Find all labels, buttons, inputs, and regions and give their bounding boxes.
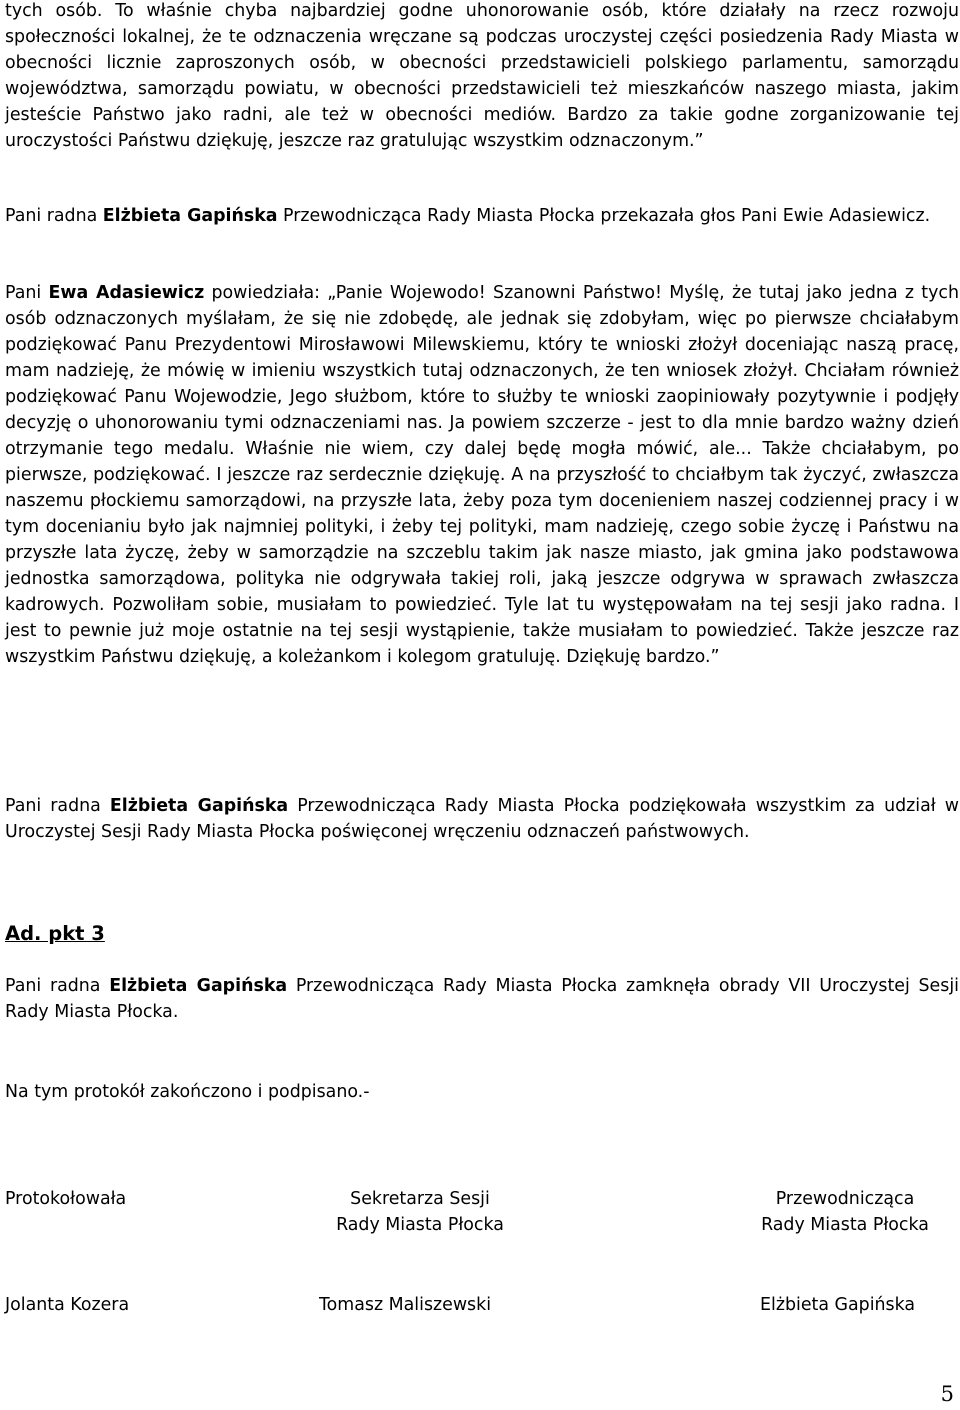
signature-name-chair: Elżbieta Gapińska [760, 1295, 916, 1315]
speaker-name: Ewa Adasiewicz [48, 283, 205, 303]
text-segment: Pani [5, 283, 49, 303]
speaker-name: Elżbieta Gapińska [102, 206, 278, 226]
signature-name-recorder: Jolanta Kozera [5, 1295, 130, 1315]
signature-role-secretary-line2: Rady Miasta Płocka [336, 1215, 504, 1235]
chair-handover-paragraph [5, 203, 959, 229]
speaker-name: Elżbieta Gapińska [109, 976, 288, 996]
speech-continuation-paragraph: tych osób. To właśnie chyba najbardziej godne uhonorowanie osób, które działały na rzecz rozwoju społeczności lokalnej, że te odznaczenia wręczane są podczas uroczystej części posiedzenia Rady Miasta w obecności licznie zaproszonych osób, w obecności przedstawicieli polskiego parlamentu, samorządu województwa, samorządu powiatu, w obecności przedstawicieli też mieszkańców naszego miasta, jakim jesteście Państwo jako radni, ale też w obecności mediów. Bardzo za takie godne zorganizowanie tej uroczystości Państwu dziękuję, jeszcze raz gratulując wszystkim odznaczonym.” [5, 1, 959, 151]
closing-thanks-paragraph [5, 793, 959, 845]
section-heading: Ad. pkt 3 [5, 922, 105, 945]
text-segment: powiedziała: „Panie Wojewodo! Szanowni Państwo! Myślę, że tutaj jako jedna z tych osób odznaczonych myślałam, że się nie zdobędę, ale jednak się zdobyłam, więc po pierwsze chciałabym podziękować Panu Prezydentowi Mirosławowi Milewskiemu, który te wnioski złożył doceniając naszą pracę, mam nadzieję, że mówię w imieniu wszystkich tutaj odznaczonych, że ten wniosek złożył. Chciałam również podziękować Panu Wojewodzie, Jego służbom, które to służby te wnioski zaopiniowały pozytywnie i podjęły decyzję o uhonorowaniu tymi odznaczeniami nas. Ja powiem szczerze - jest to dla mnie bardzo ważny dzień otrzymanie tego medalu. Właśnie nie wiem, czy dalej będę mogła mówić, ale... Także chciałabym, po pierwsze, podziękować. I jeszcze raz serdecznie dziękuję. A na przyszłość to chciałbym tak życzyć, zwłaszcza naszemu płockiemu samorządowi, na przyszłe lata, żeby poza tym docenieniem naszej codziennej pracy i w tym docenianiu było jak najmniej polityki, i żeby tej polityki, mam nadzieję, czego sobie życzę i Państwu na przyszłe lata życzę, żeby w samorządzie na szczeblu takim jak nasze miasto, jak gmina jako podstawowa jednostka samorządowa, polityka nie odgrywała takiej roli, jaką jeszcze odgrywa w sprawach zwłaszcza kadrowych. Pozwoliłam sobie, musiałam to powiedzieć. Tyle lat tu występowałam na tej sesji jako radna. I jest to pewnie już moje ostatnie na tej sesji wystąpienie, także musiałam to powiedzieć. Także jeszcze raz wszystkim Państwu dziękuję, a koleżankom i kolegom gratuluję. Dziękuję bardzo.” [5, 283, 959, 667]
protocol-end-line: Na tym protokół zakończono i podpisano.- [5, 1082, 370, 1102]
text-segment: Przewodnicząca Rady Miasta Płocka przekazała głos Pani Ewie Adasiewicz. [277, 206, 931, 226]
adasiewicz-speech-paragraph [5, 280, 959, 670]
signature-role-secretary: Sekretarza Sesji [350, 1189, 490, 1209]
speaker-name: Elżbieta Gapińska [109, 796, 289, 816]
text-segment: Przewodnicząca Rady Miasta Płocka zamknęła obrady VII Uroczystej Sesji Rady Miasta Płocka. [5, 976, 959, 1022]
signature-role-chair: Przewodnicząca [775, 1189, 915, 1209]
text-segment: Pani radna [5, 206, 103, 226]
text-segment: Przewodnicząca Rady Miasta Płocka podziękowała wszystkim za udział w Uroczystej Sesji Rady Miasta Płocka poświęconej wręczeniu odznaczeń państwowych. [5, 796, 959, 842]
text-segment: Pani radna [5, 796, 110, 816]
signature-role-recorder: Protokołowała [5, 1189, 127, 1209]
text-segment: Pani radna [5, 976, 110, 996]
page-number: 5 [940, 1382, 954, 1406]
signature-name-secretary: Tomasz Maliszewski [319, 1295, 492, 1315]
session-closing-paragraph [5, 973, 959, 1025]
signature-role-chair-line2: Rady Miasta Płocka [761, 1215, 929, 1235]
